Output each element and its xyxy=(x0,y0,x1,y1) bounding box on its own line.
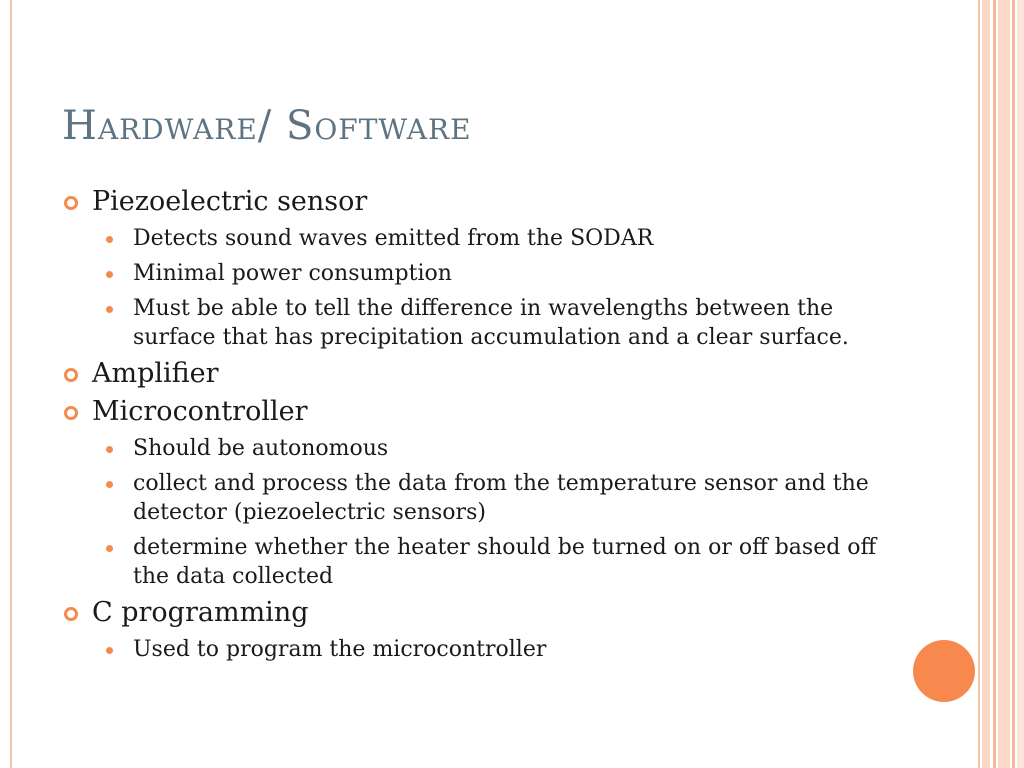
sub-bullet-item xyxy=(133,224,893,253)
bullet-item xyxy=(62,186,892,218)
sub-bullet-text: determine whether the heater should be turned on or off based off the data collected xyxy=(133,535,877,589)
ring-bullet-icon xyxy=(64,607,78,621)
dot-bullet-icon xyxy=(106,271,113,278)
bullet-text: C programming xyxy=(92,597,309,628)
sub-bullet-item xyxy=(133,533,893,591)
sub-bullet-item xyxy=(133,294,893,352)
sub-bullet-item xyxy=(133,635,893,664)
dot-bullet-icon xyxy=(106,306,113,313)
sub-bullet-text: Detects sound waves emitted from the SODAR xyxy=(133,226,654,251)
dot-bullet-icon xyxy=(106,647,113,654)
sub-bullet-text: collect and process the data from the temperature sensor and the detector (piezoelectric sensors) xyxy=(133,471,869,525)
ring-bullet-icon xyxy=(64,196,78,210)
left-border-line xyxy=(10,0,12,768)
dot-bullet-icon xyxy=(106,236,113,243)
sub-bullet-item xyxy=(133,259,893,288)
dot-bullet-icon xyxy=(106,545,113,552)
ring-bullet-icon xyxy=(64,406,78,420)
ring-bullet-icon xyxy=(64,368,78,382)
bullet-item xyxy=(62,597,892,629)
sub-bullet-item xyxy=(133,469,893,527)
decorative-circle xyxy=(913,640,975,702)
sub-bullet-item xyxy=(133,434,893,463)
bullet-text: Microcontroller xyxy=(92,396,308,427)
slide-title: Hardware/ Software xyxy=(62,103,472,149)
dot-bullet-icon xyxy=(106,481,113,488)
bullet-item xyxy=(62,358,892,390)
bullet-item xyxy=(62,396,892,428)
dot-bullet-icon xyxy=(106,446,113,453)
sub-bullet-text: Minimal power consumption xyxy=(133,261,452,286)
sub-bullet-text: Used to program the microcontroller xyxy=(133,637,547,662)
bullet-text: Amplifier xyxy=(92,358,219,389)
sub-bullet-text: Must be able to tell the difference in wavelengths between the surface that has precipitation accumulation and a clear surface. xyxy=(133,296,849,350)
bullet-text: Piezoelectric sensor xyxy=(92,186,368,217)
bullet-list xyxy=(62,186,892,670)
sub-bullet-text: Should be autonomous xyxy=(133,436,389,461)
right-edge-stripes xyxy=(976,0,1024,768)
